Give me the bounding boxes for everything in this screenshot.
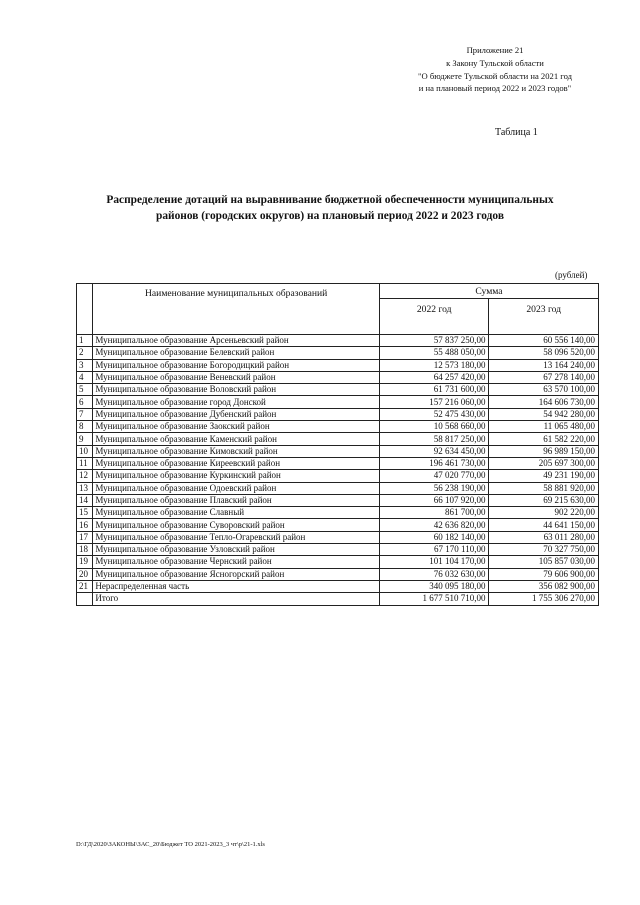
- row-number: 6: [77, 396, 93, 408]
- row-name: Муниципальное образование Славный: [93, 507, 380, 519]
- table-row: [77, 445, 599, 457]
- table-row: [77, 359, 599, 371]
- row-value-2022: 861 700,00: [379, 507, 489, 519]
- table-row: [77, 335, 599, 347]
- appendix-line-2: к Закону Тульской области: [446, 57, 544, 68]
- row-name: Муниципальное образование Кимовский район: [93, 445, 380, 457]
- row-value-2023: 58 096 520,00: [489, 347, 599, 359]
- table-row: [77, 371, 599, 383]
- row-number: [77, 593, 93, 605]
- row-name: Итого: [93, 593, 380, 605]
- row-number: 13: [77, 482, 93, 494]
- table-row: [77, 519, 599, 531]
- table-row: [77, 433, 599, 445]
- row-number: 19: [77, 556, 93, 568]
- row-value-2022: 64 257 420,00: [379, 371, 489, 383]
- row-value-2022: 67 170 110,00: [379, 544, 489, 556]
- table-number: Таблица 1: [495, 127, 538, 138]
- row-number: 1: [77, 335, 93, 347]
- table-row: [77, 421, 599, 433]
- row-value-2023: 96 989 150,00: [489, 445, 599, 457]
- document-title: [70, 193, 590, 224]
- row-name: Муниципальное образование Куркинский район: [93, 470, 380, 482]
- row-name: Муниципальное образование Плавский район: [93, 494, 380, 506]
- row-value-2022: 52 475 430,00: [379, 408, 489, 420]
- row-number: 14: [77, 494, 93, 506]
- row-value-2022: 66 107 920,00: [379, 494, 489, 506]
- appendix-line-4: и на плановый период 2022 и 2023 годов": [418, 83, 572, 94]
- row-number: 10: [77, 445, 93, 457]
- row-name: Нераспределенная часть: [93, 580, 380, 592]
- row-value-2023: 58 881 920,00: [489, 482, 599, 494]
- table-row: [77, 556, 599, 568]
- row-number: 5: [77, 384, 93, 396]
- header-year-2023: 2023 год: [489, 299, 599, 335]
- row-number: 8: [77, 421, 93, 433]
- row-value-2022: 61 731 600,00: [379, 384, 489, 396]
- row-name: Муниципальное образование Заокский район: [93, 421, 380, 433]
- row-value-2023: 11 065 480,00: [489, 421, 599, 433]
- row-value-2022: 340 095 180,00: [379, 580, 489, 592]
- row-number: 15: [77, 507, 93, 519]
- row-number: 7: [77, 408, 93, 420]
- row-value-2023: 61 582 220,00: [489, 433, 599, 445]
- row-value-2022: 56 238 190,00: [379, 482, 489, 494]
- row-number: 9: [77, 433, 93, 445]
- row-name: Муниципальное образование Белевский район: [93, 347, 380, 359]
- row-value-2022: 157 216 060,00: [379, 396, 489, 408]
- table-row: [77, 593, 599, 605]
- row-name: Муниципальное образование Киреевский район: [93, 457, 380, 469]
- row-value-2023: 60 556 140,00: [489, 335, 599, 347]
- row-value-2022: 196 461 730,00: [379, 457, 489, 469]
- row-number: 12: [77, 470, 93, 482]
- row-number: 16: [77, 519, 93, 531]
- row-name: Муниципальное образование Суворовский район: [93, 519, 380, 531]
- table-body: [77, 335, 599, 606]
- row-number: 18: [77, 544, 93, 556]
- row-name: Муниципальное образование Ясногорский район: [93, 568, 380, 580]
- header-name: Наименование муниципальных образований: [93, 284, 380, 335]
- row-value-2023: 63 570 100,00: [489, 384, 599, 396]
- row-name: Муниципальное образование Дубенский район: [93, 408, 380, 420]
- row-name: Муниципальное образование Чернский район: [93, 556, 380, 568]
- row-number: 11: [77, 457, 93, 469]
- row-value-2023: 13 164 240,00: [489, 359, 599, 371]
- row-name: Муниципальное образование Арсеньевский район: [93, 335, 380, 347]
- title-line-2: районов (городских округов) на плановый период 2022 и 2023 годов: [156, 209, 504, 222]
- table-row: [77, 347, 599, 359]
- table-row: [77, 384, 599, 396]
- row-name: Муниципальное образование Тепло-Огаревский район: [93, 531, 380, 543]
- table-row: [77, 396, 599, 408]
- row-value-2022: 12 573 180,00: [379, 359, 489, 371]
- row-value-2023: 69 215 630,00: [489, 494, 599, 506]
- appendix-line-3: "О бюджете Тульской области на 2021 год: [418, 70, 572, 81]
- row-value-2022: 60 182 140,00: [379, 531, 489, 543]
- row-name: Муниципальное образование Воловский район: [93, 384, 380, 396]
- row-value-2023: 356 082 900,00: [489, 580, 599, 592]
- table-row: [77, 531, 599, 543]
- row-value-2022: 10 568 660,00: [379, 421, 489, 433]
- units-label: (рублей): [555, 270, 588, 280]
- row-name: Муниципальное образование Одоевский район: [93, 482, 380, 494]
- title-line-1: Распределение дотаций на выравнивание бюджетной обеспеченности муниципальных: [106, 194, 554, 206]
- row-name: Муниципальное образование Веневский район: [93, 371, 380, 383]
- row-name: Муниципальное образование Каменский район: [93, 433, 380, 445]
- row-value-2023: 44 641 150,00: [489, 519, 599, 531]
- table-row: [77, 544, 599, 556]
- header-sum: Сумма: [379, 284, 598, 299]
- header-year-2022: 2022 год: [379, 299, 489, 335]
- row-value-2022: 42 636 820,00: [379, 519, 489, 531]
- table-row: [77, 482, 599, 494]
- appendix-block: [380, 44, 610, 95]
- row-value-2023: 902 220,00: [489, 507, 599, 519]
- row-value-2023: 79 606 900,00: [489, 568, 599, 580]
- table-row: [77, 507, 599, 519]
- row-value-2022: 47 020 770,00: [379, 470, 489, 482]
- table-row: [77, 408, 599, 420]
- row-value-2022: 57 837 250,00: [379, 335, 489, 347]
- row-value-2023: 54 942 280,00: [489, 408, 599, 420]
- row-value-2022: 58 817 250,00: [379, 433, 489, 445]
- table-row: [77, 470, 599, 482]
- row-name: Муниципальное образование город Донской: [93, 396, 380, 408]
- row-value-2023: 105 857 030,00: [489, 556, 599, 568]
- row-value-2023: 205 697 300,00: [489, 457, 599, 469]
- row-value-2022: 101 104 170,00: [379, 556, 489, 568]
- row-name: Муниципальное образование Богородицкий район: [93, 359, 380, 371]
- row-number: 17: [77, 531, 93, 543]
- row-number: 21: [77, 580, 93, 592]
- row-value-2023: 67 278 140,00: [489, 371, 599, 383]
- row-value-2022: 55 488 050,00: [379, 347, 489, 359]
- subsidy-table: [76, 283, 599, 606]
- table-row: [77, 580, 599, 592]
- row-value-2023: 63 011 280,00: [489, 531, 599, 543]
- row-value-2023: 70 327 750,00: [489, 544, 599, 556]
- row-number: 3: [77, 359, 93, 371]
- file-path: D:\ГД\2020\ЗАКОНЫ\ЗАС_20\Бюджет ТО 2021-2023_3 чт\р\21-1.xls: [76, 841, 265, 848]
- row-name: Муниципальное образование Узловский район: [93, 544, 380, 556]
- row-value-2022: 1 677 510 710,00: [379, 593, 489, 605]
- row-number: 20: [77, 568, 93, 580]
- table-row: [77, 494, 599, 506]
- row-number: 4: [77, 371, 93, 383]
- row-number: 2: [77, 347, 93, 359]
- appendix-line-1: Приложение 21: [466, 45, 524, 55]
- row-value-2022: 76 032 630,00: [379, 568, 489, 580]
- row-value-2023: 1 755 306 270,00: [489, 593, 599, 605]
- row-value-2022: 92 634 450,00: [379, 445, 489, 457]
- table-row: [77, 568, 599, 580]
- header-number-cell: [77, 284, 93, 335]
- row-value-2023: 49 231 190,00: [489, 470, 599, 482]
- row-value-2023: 164 606 730,00: [489, 396, 599, 408]
- table-row: [77, 457, 599, 469]
